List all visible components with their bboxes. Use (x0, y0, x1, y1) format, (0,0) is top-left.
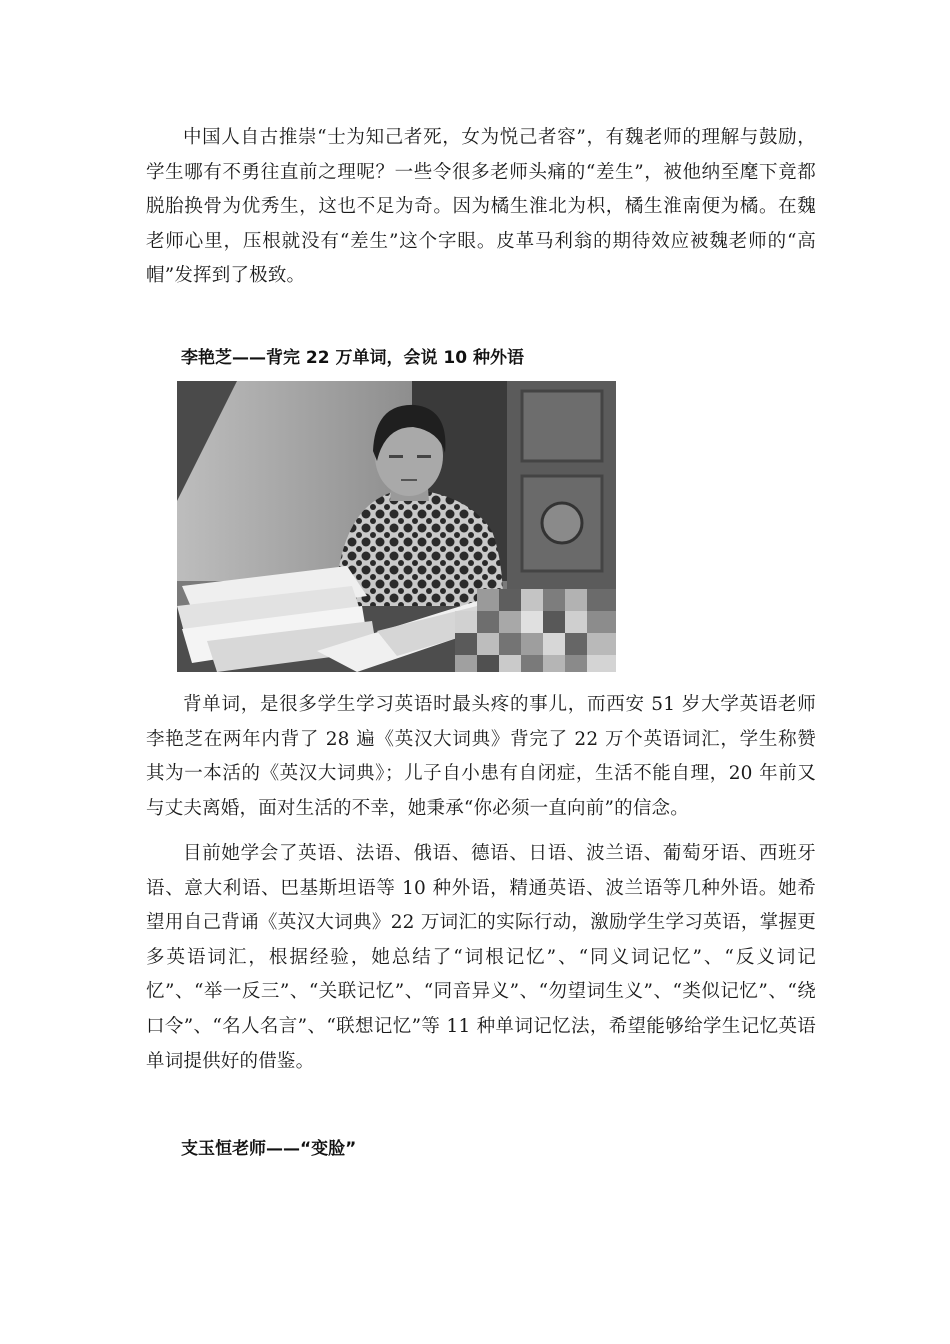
section-heading-li-yanzhi: 李艳芝——背完 22 万单词，会说 10 种外语 (181, 348, 524, 368)
teacher-photo (177, 381, 616, 672)
section-heading-zhi-yuheng: 支玉恒老师——“变脸” (181, 1139, 357, 1159)
paragraph-li-yanzhi-intro: 背单词，是很多学生学习英语时最头疼的事儿，而西安 51 岁大学英语老师李艳芝在两年内背了 28 遍《英汉大词典》背完了 22 万个英语词汇，学生称赞其为一本活的《英汉大词典》；儿子自小患有自闭症，生活不能自理，20 年前又与丈夫离婚，面对生活的不幸，她秉承“你必须一直向前”的信念。 (146, 694, 816, 819)
paragraph-li-yanzhi-languages: 目前她学会了英语、法语、俄语、德语、日语、波兰语、葡萄牙语、西班牙语、意大利语、巴基斯坦语等 10 种外语，精通英语、波兰语等几种外语。她希望用自己背诵《英汉大词典》22 万词汇的实际行动，激励学生学习英语，掌握更多英语词汇，根据经验，她总结了“词根记忆”、“同义词记忆”、“反义词记忆”、“举一反三”、“关联记忆”、“同音异义”、“勿望词生义”、“类似记忆”、“绕口令”、“名人名言”、“联想记忆”等 11 种单词记忆法，希望能够给学生记忆英语单词提供好的借鉴。 (146, 843, 816, 1072)
paragraph-wei-teacher: 中国人自古推崇“士为知己者死，女为悦己者容”，有魏老师的理解与鼓励，学生哪有不勇往直前之理呢？一些令很多老师头痛的“差生”，被他纳至麾下竟都脱胎换骨为优秀生，这也不足为奇。因为橘生淮北为枳，橘生淮南便为橘。在魏老师心里，压根就没有“差生”这个字眼。皮革马利翁的期待效应被魏老师的“高帽”发挥到了极致。 (146, 127, 816, 287)
